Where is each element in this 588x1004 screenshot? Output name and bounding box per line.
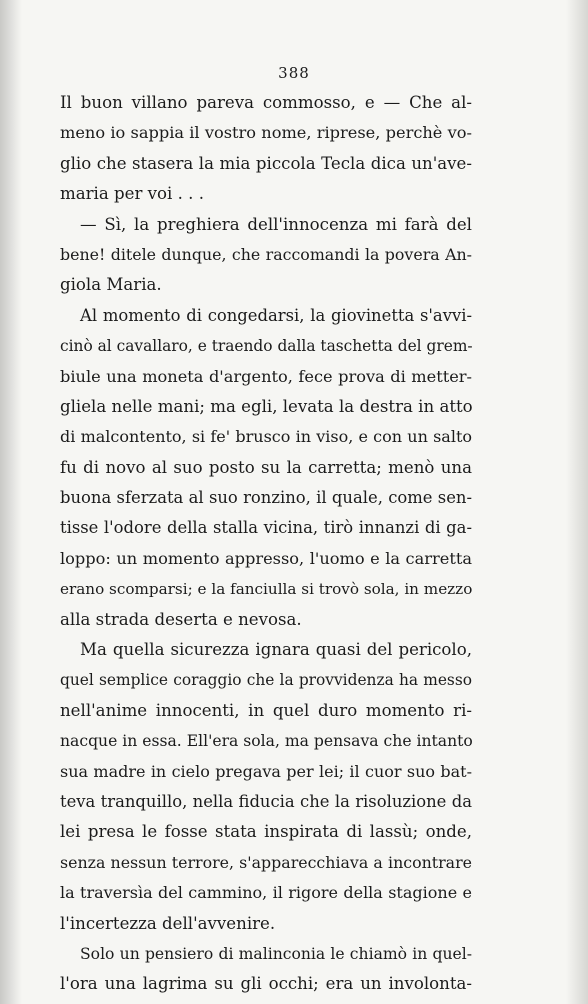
text-line: Il buon villano pareva commosso, e — Che al-: [60, 93, 472, 112]
scan-edge-left: [0, 0, 22, 1004]
text-line: l'ora una lagrima su gli occhi; era un involonta-: [60, 974, 472, 994]
scan-edge-right: [566, 0, 588, 1004]
text-line: nell'anime innocenti, in quel duro momento ri-: [60, 700, 472, 720]
body-text: [60, 88, 472, 1000]
text-line: Al momento di congedarsi, la giovinetta s'avvi-: [80, 305, 472, 325]
text-line: buona sferzata al suo ronzino, il quale, come sen-: [60, 488, 472, 508]
page-number: 388: [278, 64, 310, 82]
text-line: loppo: un momento appresso, l'uomo e la carretta: [60, 548, 472, 568]
text-line: cinò al cavallaro, e traendo dalla taschetta del grem-: [60, 337, 473, 356]
text-line: di malcontento, si fe' brusco in viso, e con un salto: [60, 427, 472, 447]
text-line: maria per voi . . .: [60, 184, 205, 204]
text-line: giola Maria.: [60, 275, 162, 295]
text-line: quel semplice coraggio che la provvidenza ha messo: [60, 671, 472, 690]
text-line: alla strada deserta e nevosa.: [60, 609, 302, 629]
text-line: teva tranquillo, nella fiducia che la risoluzione da: [60, 791, 472, 811]
text-line: bene! ditele dunque, che raccomandi la povera An-: [60, 244, 472, 264]
text-line: senza nessun terrore, s'apparecchiava a incontrare: [60, 852, 472, 872]
text-line: sua madre in cielo pregava per lei; il cuor suo bat-: [60, 761, 472, 781]
text-line: fu di novo al suo posto su la carretta; menò una: [60, 457, 472, 477]
text-line: tisse l'odore della stalla vicina, tirò innanzi di ga-: [60, 518, 472, 538]
text-line: meno io sappia il vostro nome, riprese, perchè vo-: [60, 123, 472, 143]
text-line: glio che stasera la mia piccola Tecla dica un'ave-: [60, 153, 472, 173]
text-line: — Sì, la preghiera dell'innocenza mi farà del: [80, 214, 472, 234]
text-line: nacque in essa. Ell'era sola, ma pensava che intanto: [60, 732, 473, 751]
text-line: gliela nelle mani; ma egli, levata la destra in atto: [60, 396, 473, 416]
text-line: l'incertezza dell'avvenire.: [60, 913, 276, 933]
text-line: lei presa le fosse stata inspirata di lassù; onde,: [60, 822, 472, 842]
text-line: la traversìa del cammino, il rigore della stagione e: [60, 883, 472, 903]
text-line: erano scomparsi; e la fanciulla si trovò sola, in mezzo: [60, 580, 473, 599]
text-line: biule una moneta d'argento, fece prova di metter-: [60, 366, 472, 386]
text-line: Solo un pensiero di malinconia le chiamò in quel-: [80, 944, 472, 963]
text-line: Ma quella sicurezza ignara quasi del pericolo,: [80, 640, 472, 660]
